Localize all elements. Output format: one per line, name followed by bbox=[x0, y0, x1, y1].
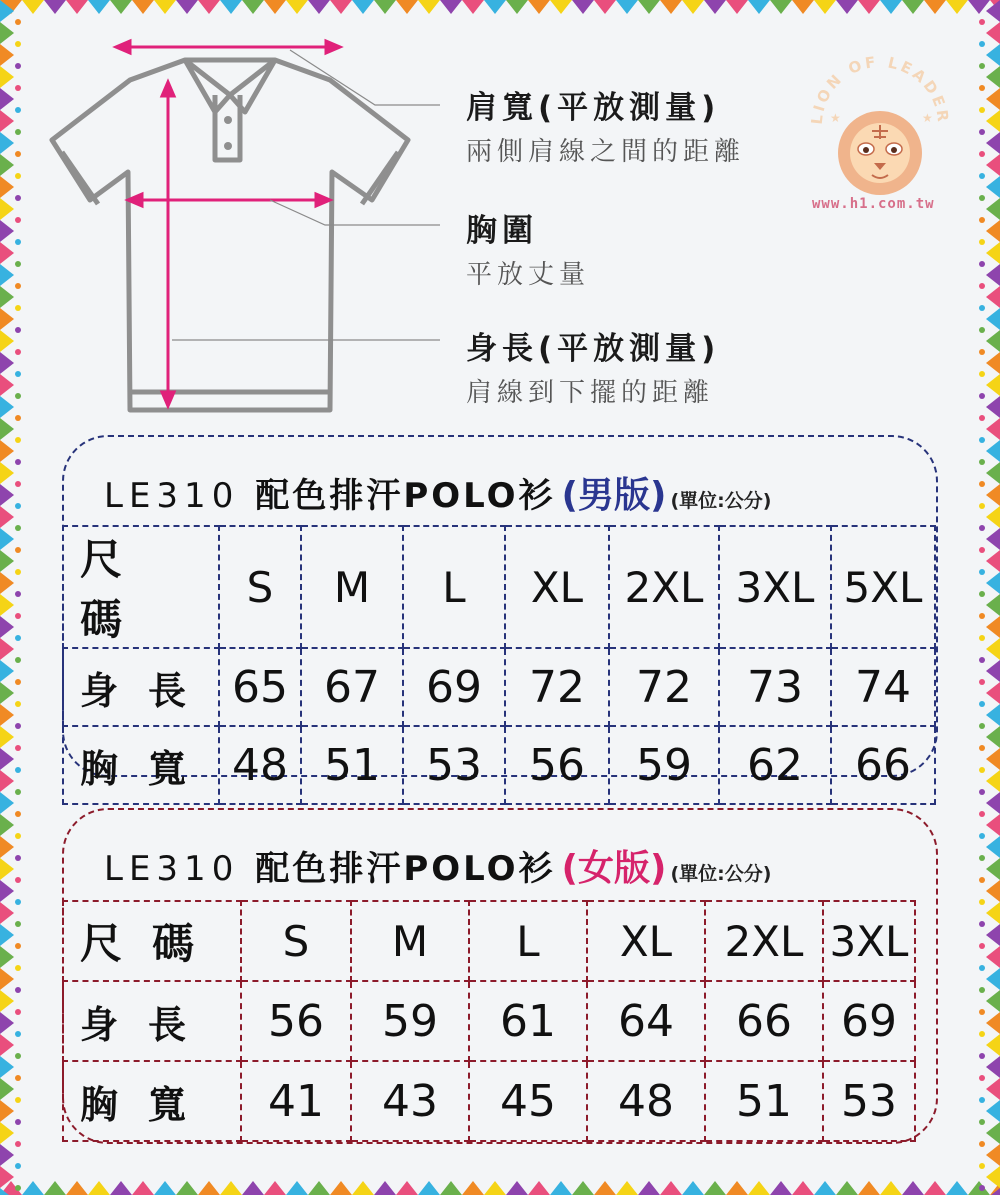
women-title bbox=[104, 840, 771, 891]
value-cell: 69 bbox=[823, 981, 915, 1061]
table-row bbox=[63, 1061, 915, 1141]
row-label: 尺碼 bbox=[63, 901, 241, 981]
women-size-table bbox=[62, 900, 916, 1142]
size-cell: M bbox=[351, 901, 469, 981]
value-cell: 61 bbox=[469, 981, 587, 1061]
men-size-panel bbox=[62, 435, 938, 791]
women-version: (女版) bbox=[561, 848, 667, 889]
men-size-table bbox=[62, 525, 936, 805]
value-cell: 67 bbox=[301, 648, 403, 726]
value-cell: 64 bbox=[587, 981, 705, 1061]
size-cell: S bbox=[241, 901, 351, 981]
size-cell: 3XL bbox=[719, 526, 831, 648]
men-product-name: 配色排汗POLO衫 bbox=[255, 476, 556, 516]
legend-shoulder-desc: 兩側肩線之間的距離 bbox=[466, 137, 746, 167]
svg-text:★: ★ bbox=[830, 111, 841, 125]
size-cell: 5XL bbox=[831, 526, 935, 648]
row-label: 胸寬 bbox=[63, 726, 219, 804]
brand-logo bbox=[800, 45, 960, 220]
size-cell: M bbox=[301, 526, 403, 648]
brand-url[interactable]: www.h1.com.tw bbox=[812, 196, 935, 212]
shirt-button bbox=[224, 142, 232, 150]
size-cell: 2XL bbox=[705, 901, 823, 981]
value-cell: 41 bbox=[241, 1061, 351, 1141]
row-label: 身長 bbox=[63, 648, 219, 726]
row-label: 胸寬 bbox=[63, 1061, 241, 1141]
value-cell: 73 bbox=[719, 648, 831, 726]
size-cell: 3XL bbox=[823, 901, 915, 981]
size-cell: L bbox=[469, 901, 587, 981]
men-title bbox=[104, 467, 771, 518]
legend-chest bbox=[466, 205, 590, 291]
value-cell: 66 bbox=[705, 981, 823, 1061]
size-cell: S bbox=[219, 526, 301, 648]
legend-shoulder-title: 肩寬(平放測量) bbox=[466, 90, 721, 126]
legend-chest-title: 胸圍 bbox=[466, 213, 538, 249]
value-cell: 53 bbox=[823, 1061, 915, 1141]
value-cell: 48 bbox=[219, 726, 301, 804]
value-cell: 56 bbox=[241, 981, 351, 1061]
svg-text:★: ★ bbox=[922, 111, 933, 125]
value-cell: 51 bbox=[705, 1061, 823, 1141]
polo-shirt-diagram bbox=[40, 35, 440, 420]
lion-mascot-icon bbox=[838, 111, 922, 195]
men-unit: (單位:公分) bbox=[670, 490, 772, 512]
value-cell: 56 bbox=[505, 726, 609, 804]
chest-arrow bbox=[128, 194, 330, 206]
value-cell: 59 bbox=[609, 726, 719, 804]
women-model: LE310 bbox=[104, 849, 240, 889]
size-header-row bbox=[63, 526, 935, 648]
shirt-button bbox=[224, 116, 232, 124]
value-cell: 65 bbox=[219, 648, 301, 726]
value-cell: 62 bbox=[719, 726, 831, 804]
shoulder-arrow bbox=[116, 41, 340, 53]
women-product-name: 配色排汗POLO衫 bbox=[255, 849, 556, 889]
legend-shoulder bbox=[466, 82, 745, 168]
size-cell: 2XL bbox=[609, 526, 719, 648]
women-size-panel bbox=[62, 808, 938, 1144]
size-header-row bbox=[63, 901, 915, 981]
value-cell: 66 bbox=[831, 726, 935, 804]
men-version: (男版) bbox=[561, 475, 667, 516]
value-cell: 59 bbox=[351, 981, 469, 1061]
value-cell: 74 bbox=[831, 648, 935, 726]
brand-ring-text: LION OF LEADER bbox=[807, 52, 953, 126]
shirt-outline bbox=[52, 60, 408, 410]
value-cell: 48 bbox=[587, 1061, 705, 1141]
value-cell: 51 bbox=[301, 726, 403, 804]
value-cell: 43 bbox=[351, 1061, 469, 1141]
size-cell: XL bbox=[587, 901, 705, 981]
table-row bbox=[63, 648, 935, 726]
legend-length bbox=[466, 323, 720, 409]
value-cell: 69 bbox=[403, 648, 505, 726]
length-arrow bbox=[162, 82, 174, 406]
legend-length-desc: 肩線到下擺的距離 bbox=[466, 378, 715, 408]
legend-chest-desc: 平放丈量 bbox=[466, 260, 591, 290]
value-cell: 72 bbox=[609, 648, 719, 726]
table-row bbox=[63, 981, 915, 1061]
row-label: 身長 bbox=[63, 981, 241, 1061]
value-cell: 53 bbox=[403, 726, 505, 804]
leader-lines bbox=[172, 50, 440, 340]
table-row bbox=[63, 726, 935, 804]
men-model: LE310 bbox=[104, 476, 240, 516]
legend-length-title: 身長(平放測量) bbox=[466, 331, 721, 367]
women-unit: (單位:公分) bbox=[670, 863, 772, 885]
value-cell: 45 bbox=[469, 1061, 587, 1141]
row-label: 尺碼 bbox=[63, 526, 219, 648]
size-cell: XL bbox=[505, 526, 609, 648]
size-cell: L bbox=[403, 526, 505, 648]
value-cell: 72 bbox=[505, 648, 609, 726]
